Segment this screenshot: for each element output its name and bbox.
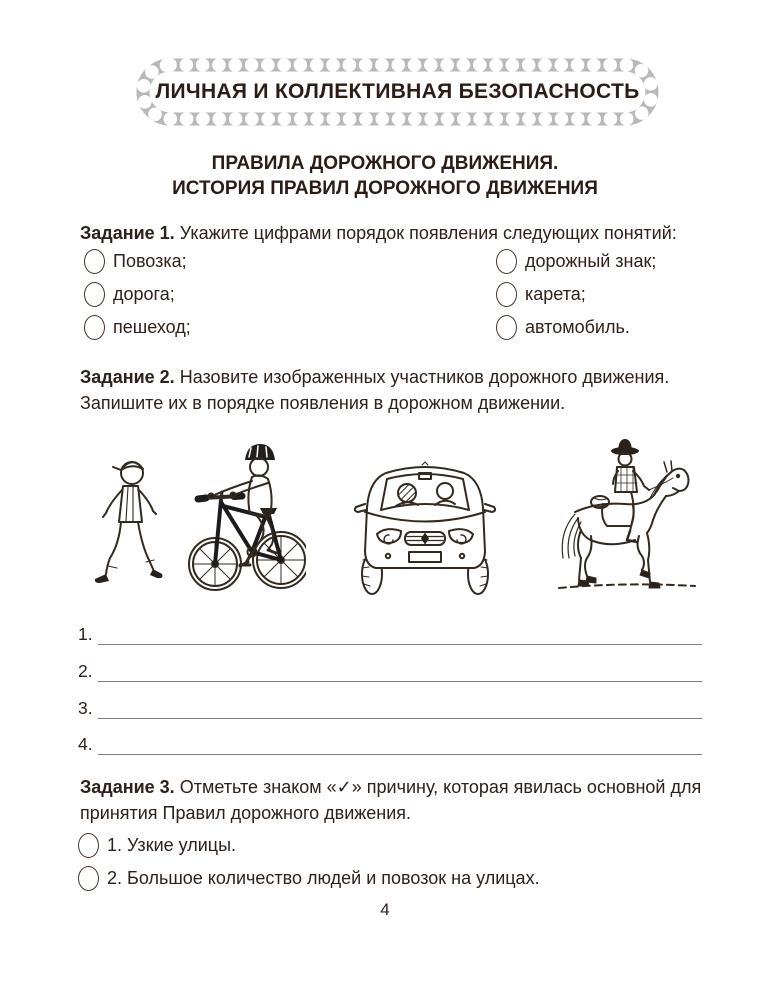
write-in-line[interactable] bbox=[98, 662, 702, 682]
lesson-title-line2: ИСТОРИЯ ПРАВИЛ ДОРОЖНОГО ДВИЖЕНИЯ bbox=[172, 178, 598, 199]
task1-option-povozka bbox=[84, 249, 187, 274]
task1-option-znak bbox=[496, 249, 656, 274]
horse-rider-figure bbox=[545, 436, 703, 598]
option-label: 1. Узкие улицы. bbox=[107, 835, 237, 855]
option-label: автомобиль. bbox=[525, 317, 630, 337]
task3-option-2 bbox=[78, 866, 540, 891]
task3-instruction-line2: принятия Правил дорожного движения. bbox=[80, 803, 412, 823]
order-circle[interactable] bbox=[496, 315, 517, 340]
order-circle[interactable] bbox=[496, 282, 517, 307]
order-circle[interactable] bbox=[84, 315, 105, 340]
answer-number: 1. bbox=[78, 624, 93, 644]
answer-number: 2. bbox=[78, 661, 93, 681]
task1-option-kareta bbox=[496, 282, 586, 307]
answer-number: 4. bbox=[78, 734, 93, 754]
order-circle[interactable] bbox=[84, 282, 105, 307]
option-label: дорога; bbox=[113, 284, 175, 304]
cyclist-figure bbox=[188, 438, 306, 598]
option-label: карета; bbox=[525, 284, 586, 304]
answer-number: 3. bbox=[78, 698, 93, 718]
write-in-line[interactable] bbox=[98, 699, 702, 719]
task2-instruction-line1: Назовите изображенных участников дорожного движения. bbox=[179, 367, 670, 387]
page-number: 4 bbox=[380, 900, 390, 919]
task3-option-1 bbox=[78, 833, 236, 858]
task1-option-avtomobil bbox=[496, 315, 630, 340]
order-circle[interactable] bbox=[496, 249, 517, 274]
task2-instruction-line2: Запишите их в порядке появления в дорожном движении. bbox=[80, 393, 566, 413]
task1-option-doroga bbox=[84, 282, 175, 307]
option-label: пешеход; bbox=[113, 317, 191, 337]
order-circle[interactable] bbox=[84, 249, 105, 274]
task3-text bbox=[80, 774, 714, 826]
option-label: Повозка; bbox=[113, 251, 187, 271]
section-banner bbox=[135, 57, 660, 127]
task1-text bbox=[80, 220, 702, 246]
answer-line-4[interactable] bbox=[78, 735, 702, 755]
task1-label: Задание 1. bbox=[80, 223, 175, 243]
task3-label: Задание 3. bbox=[80, 777, 175, 797]
task1-instruction: Укажите цифрами порядок появления следующих понятий: bbox=[179, 223, 677, 243]
task3-instruction-line1: Отметьте знаком «✓» причину, которая явилась основной для bbox=[179, 777, 702, 797]
pedestrian-figure bbox=[92, 450, 164, 598]
answer-line-2[interactable] bbox=[78, 662, 702, 682]
task2-label: Задание 2. bbox=[80, 367, 175, 387]
option-label: 2. Большое количество людей и повозок на улицах. bbox=[107, 868, 540, 888]
car-figure bbox=[350, 448, 500, 598]
answer-line-3[interactable] bbox=[78, 699, 702, 719]
write-in-line[interactable] bbox=[98, 735, 702, 755]
chapter-title: ЛИЧНАЯ И КОЛЛЕКТИВНАЯ БЕЗОПАСНОСТЬ bbox=[155, 80, 640, 103]
checkbox-circle[interactable] bbox=[78, 866, 99, 891]
task1-option-peshehod bbox=[84, 315, 191, 340]
task2-text bbox=[80, 364, 714, 416]
lesson-title-line1: ПРАВИЛА ДОРОЖНОГО ДВИЖЕНИЯ. bbox=[211, 153, 559, 174]
checkbox-circle[interactable] bbox=[78, 833, 99, 858]
lesson-title bbox=[0, 151, 770, 201]
answer-line-1[interactable] bbox=[78, 625, 702, 645]
option-label: дорожный знак; bbox=[525, 251, 657, 271]
write-in-line[interactable] bbox=[98, 625, 702, 645]
